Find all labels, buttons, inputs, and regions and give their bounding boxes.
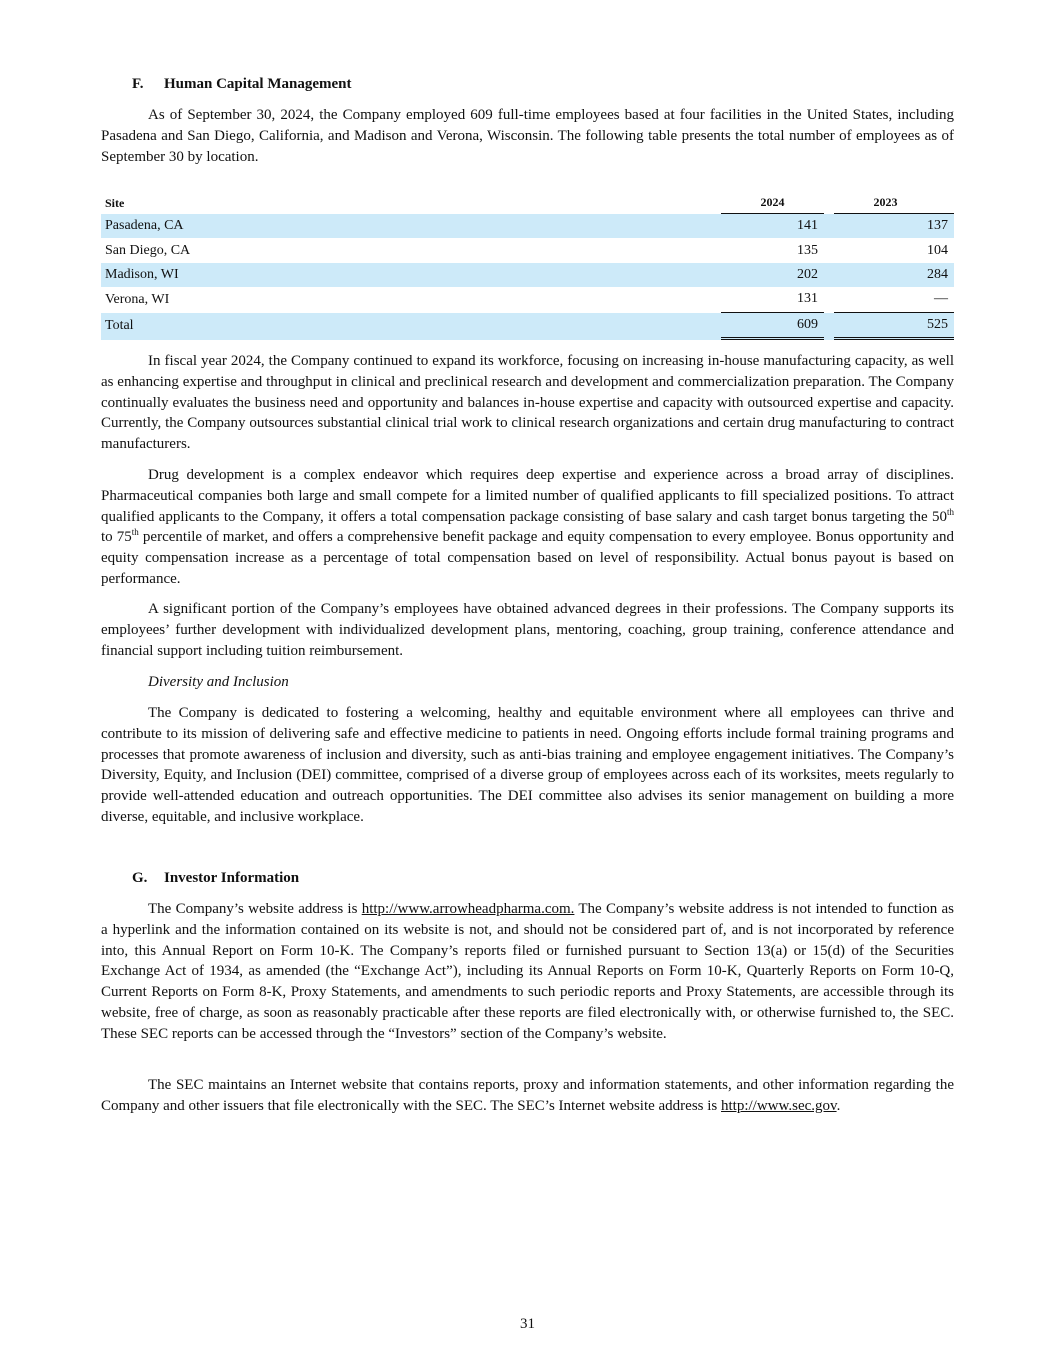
investor-paragraph [101,899,954,1045]
diversity-heading: Diversity and Inclusion [148,674,289,690]
header-site: Site [105,196,125,210]
investor-text-2: The Company’s website address is not intended to function as a hyperlink and the information contained on its website is not, and should not be considered part of, and is not incorporated by reference into, this Annual Report on Form 10-K. The Company’s reports filed or furnished pursuant to Section 13(a) or 15(d) of the Securities Exchange Act of 1934, as amended (the “Exchange Act”), including its Annual Reports on Form 10-K, Quarterly Reports on Form 10-Q, Current Reports on Form 8-K, Proxy Statements, and amendments to such periodic reports and Proxy Statements, are accessible through its website, free of charge, as soon as reasonably practicable after these reports are filed electronically with, or otherwise furnished to, the SEC. These SEC reports can be accessed through the “Investors” section of the Company’s website. [101,901,954,1042]
employee-table [101,188,954,340]
section-g-title: Investor Information [164,870,300,886]
sec-website-link[interactable]: http://www.sec.gov [721,1097,837,1114]
row-2023: 284 [834,263,954,287]
section-g-letter: G. [132,870,148,886]
superscript-th-1: th [946,506,954,517]
total-label: Total [101,313,721,340]
table-total-row [101,313,954,340]
drug-text-3: percentile of market, and offers a comprehensive benefit package and equity compensation to every employee. Bonus opportunity and equity compensation increase as a percentage of total compensation based on level of responsibility. Actual bonus payout is based on performance. [101,529,955,587]
table-row [101,214,954,238]
row-2023: 104 [927,242,948,258]
total-2023: 525 [834,313,954,340]
total-2024: 609 [721,313,824,340]
table-row [101,263,954,287]
drug-development-paragraph [101,465,954,590]
intro-paragraph: As of September 30, 2024, the Company employed 609 full-time employees based at four facilities in the United States, including Pasadena and San Diego, California, and Madison and Verona, Wisconsin. The following table presents the total number of employees as of September 30 by location. [101,107,954,165]
row-2023: 137 [834,214,954,238]
row-2023: — [834,287,954,312]
row-2024: 131 [721,287,824,312]
table-row [101,287,954,312]
investor-text-1: The Company’s website address is [148,901,362,917]
degrees-paragraph: A significant portion of the Company’s employees have obtained advanced degrees in their professions. The Company supports its employees’ further development with individualized development plans, mentoring, coaching, group training, conference attendance and financial support including tuition reimbursement. [101,601,954,659]
table-row [101,238,954,262]
sec-text-2: . [836,1097,841,1114]
row-site: San Diego, CA [105,242,191,258]
table-header-row [101,188,954,214]
header-2023: 2023 [834,188,937,214]
row-2024: 202 [721,263,824,287]
drug-text-2: to 75 [101,529,132,546]
row-site: Madison, WI [101,263,721,287]
row-2024: 141 [721,214,824,238]
row-site: Verona, WI [105,291,170,307]
workforce-paragraph: In fiscal year 2024, the Company continued to expand its workforce, focusing on increasing in-house manufacturing capacity, as well as enhancing expertise and throughput in clinical and preclinical research and development and commercialization preparation. The Company continually evaluates the business need and opportunity and balances in-house expertise and capacity with outsourced expertise and capacity. Currently, the Company outsources substantial clinical trial work to clinical research organizations and certain drug manufacturing to contract manufacturers. [101,353,954,453]
diversity-paragraph: The Company is dedicated to fostering a welcoming, healthy and equitable environment where all employees can thrive and contribute to its mission of delivering safe and effective medicine to patients in need. Ongoing efforts include formal training programs and processes that promote awareness of inclusion and diversity, such as anti-bias training and employee engagement initiatives. The Company’s Diversity, Equity, and Inclusion (DEI) committee, comprised of a diverse group of employees across each of its worksites, meets regularly to provide well-attended education and outreach opportunities. The DEI committee also advises its senior management on building a more diverse, equitable, and inclusive workplace. [101,705,954,825]
drug-text-1: Drug development is a complex endeavor which requires deep expertise and experience across a broad array of disciplines. Pharmaceutical companies both large and small compete for a limited number of qualified applicants to fill specialized positions. To attract qualified applicants to the Company, it offers a total compensation package consisting of base salary and cash target bonus targeting the 50 [101,467,954,525]
page-number: 31 [520,1316,535,1332]
sec-paragraph [101,1075,954,1117]
superscript-th-2: th [131,527,139,538]
section-f-heading [101,74,352,94]
arrowhead-website-link[interactable]: http://www.arrowheadpharma.com. [361,901,575,917]
section-g-heading [101,868,299,888]
row-2024: 135 [797,242,818,258]
row-site: Pasadena, CA [101,214,721,238]
section-f-title: Human Capital Management [164,76,352,92]
section-f-letter: F. [132,76,144,92]
header-2024: 2024 [721,188,824,214]
sec-text-1: The SEC maintains an Internet website that contains reports, proxy and information statements, and other information regarding the Company and other issuers that file electronically with the SEC. The SEC’s Internet website address is [101,1077,954,1114]
